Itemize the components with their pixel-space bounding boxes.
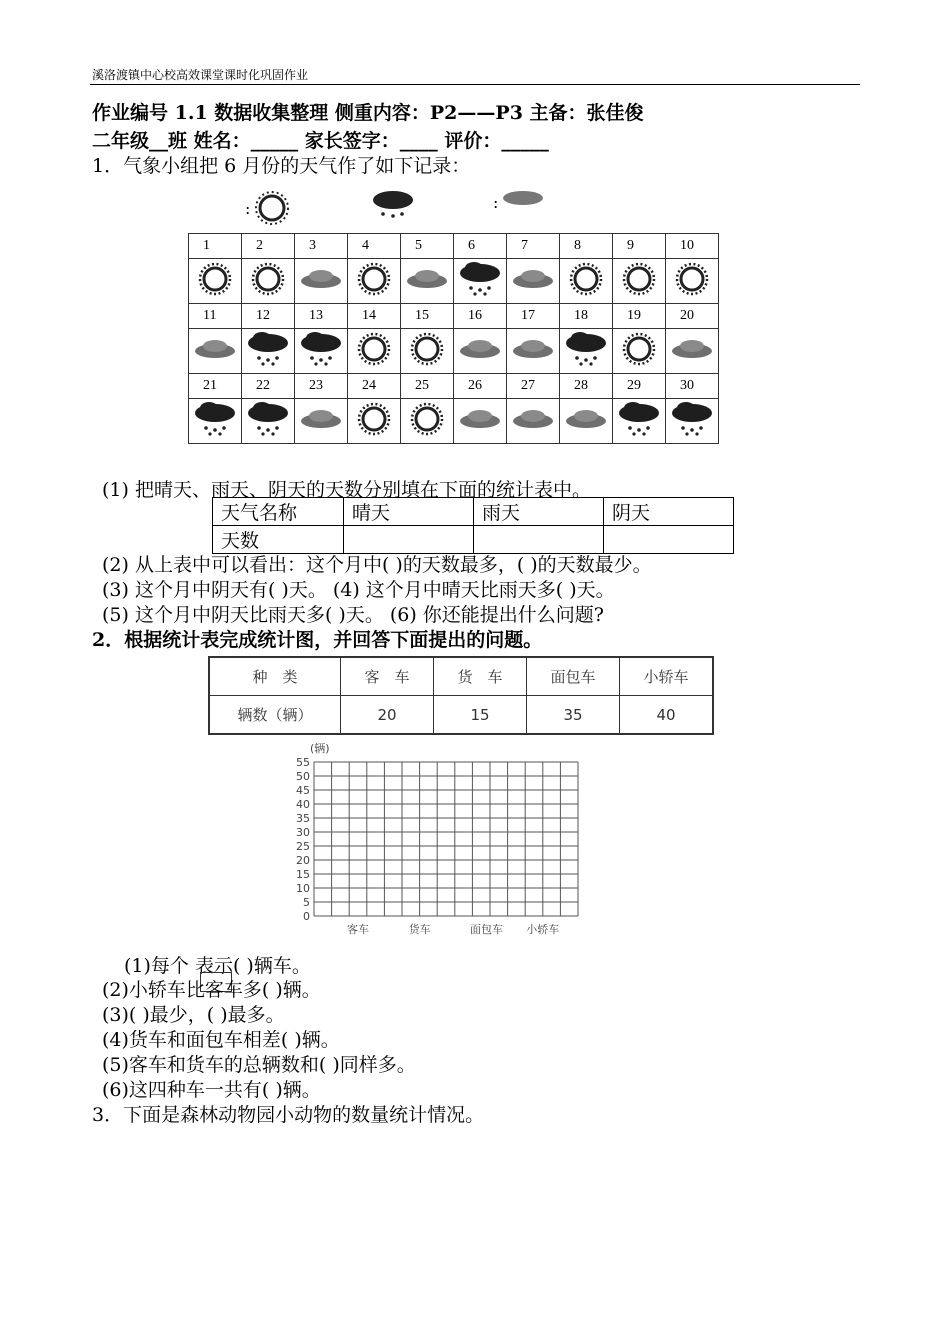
- calendar-weather-cell: [454, 259, 507, 304]
- q2-answer2: (2)小轿车比客车多( )辆。: [102, 979, 321, 1001]
- calendar-weather-cell: [242, 259, 295, 304]
- y-tick-label: 25: [296, 840, 310, 853]
- calendar-weather-cell: [348, 259, 401, 304]
- calendar-day-number: 23: [295, 374, 348, 399]
- q2-answer1: (1)每个 表示( )辆车。: [124, 955, 311, 977]
- vehicle-header-van: 面包车: [527, 657, 620, 696]
- rain-icon: [616, 399, 662, 439]
- calendar-weather-cell: [613, 259, 666, 304]
- calendar-weather-cell: [348, 399, 401, 444]
- vehicle-header-car: 小轿车: [620, 657, 714, 696]
- calendar-day-number: 27: [507, 374, 560, 399]
- calendar-weather-cell: [401, 329, 454, 374]
- calendar-day-number: 13: [295, 304, 348, 329]
- calendar-day-number: 17: [507, 304, 560, 329]
- vehicle-header-type: 种 类: [209, 657, 341, 696]
- q2-answer3: (3)( )最少，( )最多。: [102, 1004, 285, 1026]
- calendar-day-row: [189, 304, 719, 329]
- vehicle-header-bus: 客 车: [341, 657, 434, 696]
- calendar-weather-cell: [560, 399, 613, 444]
- calendar-weather-cell: [295, 399, 348, 444]
- sun-icon: [616, 259, 662, 299]
- calendar-day-number: 20: [666, 304, 719, 329]
- rain-icon: [245, 329, 291, 369]
- legend-sep-2: :: [493, 193, 499, 212]
- sun-icon: [245, 259, 291, 299]
- calendar-day-number: 24: [348, 374, 401, 399]
- calendar-day-number: 11: [189, 304, 242, 329]
- vehicle-header-truck: 货 车: [434, 657, 527, 696]
- sun-icon: [404, 329, 450, 369]
- legend-cloud-icon: [503, 191, 543, 205]
- q2-answer6: (6)这四种车一共有( )辆。: [102, 1079, 321, 1101]
- calendar-day-number: 10: [666, 234, 719, 259]
- legend-sun-icon: [256, 192, 288, 224]
- y-tick-label: 15: [296, 868, 310, 881]
- weather-legend: [245, 188, 575, 228]
- sun-icon: [563, 259, 609, 299]
- calendar-day-number: 14: [348, 304, 401, 329]
- calendar-day-number: 1: [189, 234, 242, 259]
- cloud-icon: [457, 329, 503, 369]
- y-tick-label: 50: [296, 770, 310, 783]
- calendar-day-number: 25: [401, 374, 454, 399]
- legend-sep-1: :: [245, 199, 251, 218]
- school-header: 溪洛渡镇中心校高效课堂课时化巩固作业: [92, 68, 309, 82]
- sun-icon: [404, 399, 450, 439]
- q3-intro: 3．下面是森林动物园小动物的数量统计情况。: [92, 1104, 485, 1126]
- table-header-rainy: 雨天: [474, 498, 604, 526]
- calendar-weather-cell: [507, 329, 560, 374]
- cloud-icon: [510, 259, 556, 299]
- weather-stats-table: [212, 497, 734, 554]
- calendar-weather-cell: [401, 259, 454, 304]
- y-tick-label: 30: [296, 826, 310, 839]
- calendar-weather-cell: [401, 399, 454, 444]
- legend-rain-icon: [373, 191, 413, 218]
- q1-part2: (2) 从上表中可以看出：这个月中( )的天数最多，( )的天数最少。: [102, 554, 652, 576]
- calendar-weather-cell: [242, 399, 295, 444]
- calendar-weather-cell: [295, 259, 348, 304]
- cloud-icon: [510, 399, 556, 439]
- calendar-weather-cell: [666, 399, 719, 444]
- q1-part3-4: (3) 这个月中阴天有( )天。 (4) 这个月中晴天比雨天多( )天。: [102, 579, 615, 601]
- calendar-weather-cell: [666, 259, 719, 304]
- vehicle-count-van: 35: [527, 696, 620, 735]
- calendar-weather-cell: [666, 329, 719, 374]
- q2-intro: 2．根据统计表完成统计图，并回答下面提出的问题。: [92, 629, 543, 651]
- calendar-day-number: 19: [613, 304, 666, 329]
- calendar-day-number: 22: [242, 374, 295, 399]
- header-divider: [90, 84, 860, 85]
- cloud-icon: [298, 399, 344, 439]
- table-header-sunny: 晴天: [344, 498, 474, 526]
- cloud-icon: [563, 399, 609, 439]
- assignment-title: 作业编号 1.1 数据收集整理 侧重内容：P2——P3 主备：张佳俊: [92, 102, 644, 124]
- weather-calendar: [188, 233, 719, 444]
- vehicle-bar-chart-grid[interactable]: [280, 740, 600, 940]
- calendar-day-number: 3: [295, 234, 348, 259]
- cloud-icon: [404, 259, 450, 299]
- y-tick-label: 0: [303, 910, 310, 923]
- vehicle-count-car: 40: [620, 696, 714, 735]
- sun-icon: [351, 399, 397, 439]
- x-category-label: 面包车: [469, 923, 503, 936]
- rain-icon: [457, 259, 503, 299]
- calendar-weather-row: [189, 259, 719, 304]
- calendar-day-number: 30: [666, 374, 719, 399]
- calendar-day-number: 4: [348, 234, 401, 259]
- calendar-weather-cell: [507, 399, 560, 444]
- calendar-weather-cell: [507, 259, 560, 304]
- rain-icon: [192, 399, 238, 439]
- q1-intro: 1．气象小组把 6 月份的天气作了如下记录：: [92, 155, 471, 177]
- calendar-weather-row: [189, 329, 719, 374]
- q1-part1: (1) 把晴天、雨天、阴天的天数分别填在下面的统计表中。: [102, 479, 591, 501]
- calendar-weather-row: [189, 399, 719, 444]
- calendar-weather-cell: [189, 329, 242, 374]
- x-category-label: 客车: [347, 923, 369, 936]
- rain-icon: [669, 399, 715, 439]
- calendar-day-number: 7: [507, 234, 560, 259]
- y-tick-label: 10: [296, 882, 310, 895]
- calendar-day-row: [189, 374, 719, 399]
- calendar-day-number: 18: [560, 304, 613, 329]
- y-axis-label: (辆): [310, 742, 330, 755]
- table-header-weather: 天气名称: [213, 498, 344, 526]
- calendar-weather-cell: [189, 399, 242, 444]
- calendar-weather-cell: [242, 329, 295, 374]
- calendar-day-row: [189, 234, 719, 259]
- calendar-day-number: 8: [560, 234, 613, 259]
- calendar-day-number: 15: [401, 304, 454, 329]
- rain-icon: [245, 399, 291, 439]
- calendar-day-number: 28: [560, 374, 613, 399]
- vehicle-table: [208, 656, 714, 735]
- calendar-day-number: 21: [189, 374, 242, 399]
- y-tick-label: 20: [296, 854, 310, 867]
- calendar-weather-cell: [613, 399, 666, 444]
- cloud-icon: [669, 329, 715, 369]
- calendar-weather-cell: [348, 329, 401, 374]
- sun-icon: [351, 259, 397, 299]
- calendar-day-number: 5: [401, 234, 454, 259]
- sun-icon: [616, 329, 662, 369]
- y-tick-label: 55: [296, 756, 310, 769]
- sun-icon: [669, 259, 715, 299]
- calendar-weather-cell: [613, 329, 666, 374]
- calendar-day-number: 12: [242, 304, 295, 329]
- cloud-icon: [457, 399, 503, 439]
- student-info-line: 二年级__班 姓名：_____ 家长签字：____ 评价：_____: [92, 130, 549, 152]
- cloud-icon: [298, 259, 344, 299]
- calendar-day-number: 16: [454, 304, 507, 329]
- q1-part5-6: (5) 这个月中阴天比雨天多( )天。 (6) 你还能提出什么问题?: [102, 604, 604, 626]
- calendar-weather-cell: [560, 329, 613, 374]
- cloud-icon: [192, 329, 238, 369]
- q2-answer5: (5)客车和货车的总辆数和( )同样多。: [102, 1054, 416, 1076]
- cloud-icon: [510, 329, 556, 369]
- x-category-label: 货车: [408, 923, 431, 936]
- sun-icon: [351, 329, 397, 369]
- calendar-weather-cell: [189, 259, 242, 304]
- rain-icon: [298, 329, 344, 369]
- calendar-weather-cell: [560, 259, 613, 304]
- y-tick-label: 40: [296, 798, 310, 811]
- sun-icon: [192, 259, 238, 299]
- calendar-day-number: 9: [613, 234, 666, 259]
- calendar-day-number: 29: [613, 374, 666, 399]
- x-category-label: 小轿车: [526, 923, 560, 936]
- calendar-day-number: 26: [454, 374, 507, 399]
- vehicle-count-bus: 20: [341, 696, 434, 735]
- table-header-cloudy: 阴天: [604, 498, 734, 526]
- calendar-weather-cell: [295, 329, 348, 374]
- y-tick-label: 45: [296, 784, 310, 797]
- table-row-days: 天数: [213, 526, 344, 554]
- calendar-weather-cell: [454, 399, 507, 444]
- vehicle-count-truck: 15: [434, 696, 527, 735]
- rain-icon: [563, 329, 609, 369]
- calendar-weather-cell: [454, 329, 507, 374]
- q2-answer4: (4)货车和面包车相差( )辆。: [102, 1029, 340, 1051]
- calendar-day-number: 6: [454, 234, 507, 259]
- y-tick-label: 5: [303, 896, 310, 909]
- y-tick-label: 35: [296, 812, 310, 825]
- vehicle-row-label: 辆数（辆）: [209, 696, 341, 735]
- calendar-day-number: 2: [242, 234, 295, 259]
